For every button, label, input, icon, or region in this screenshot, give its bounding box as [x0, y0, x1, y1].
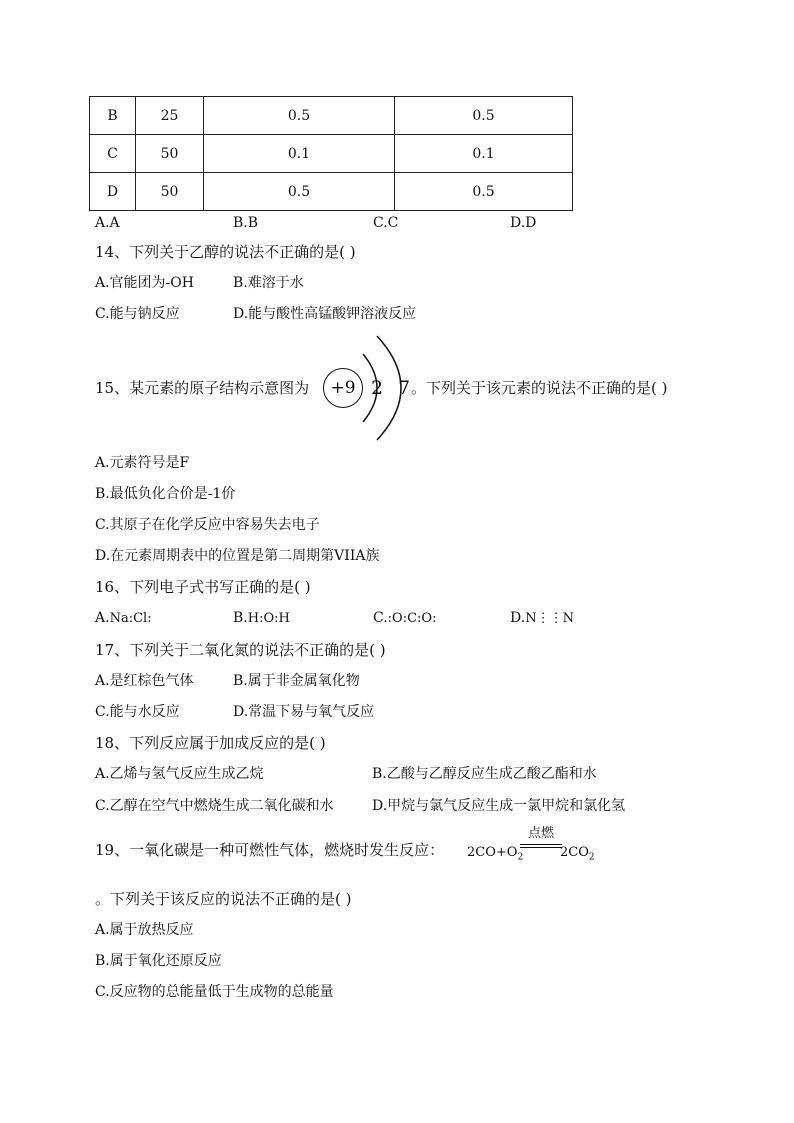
arrow-line-bottom [520, 847, 562, 848]
equation-left [467, 843, 523, 868]
equation-right [560, 843, 595, 868]
reaction-condition [520, 826, 562, 848]
electron-formula: N⋮⋮N [525, 611, 574, 626]
q15-choice-a: A.元素符号是F [95, 455, 190, 471]
table-row [90, 97, 573, 135]
q15-stem-after: 。下列关于该元素的说法不正确的是( ) [411, 379, 668, 397]
q19-stem: 19、一氧化碳是一种可燃性气体，燃烧时发生反应： [95, 841, 445, 859]
q18-stem: 18、下列反应属于加成反应的是( ) [95, 734, 326, 752]
q14-choice-d: D.能与酸性高锰酸钾溶液反应 [233, 306, 417, 322]
q14-stem: 14、下列关于乙醇的说法不正确的是( ) [95, 243, 356, 261]
subscript: 2 [517, 852, 524, 863]
table-row [90, 135, 573, 173]
q14-choice-a: A.官能团为-OH [95, 275, 194, 291]
choice-label: D. [510, 610, 526, 626]
q13-choice-b: B.B [233, 215, 259, 231]
products: 2CO [560, 845, 589, 860]
shell-2-electrons: 7 [398, 377, 411, 399]
electron-formula: H:O:H [247, 611, 290, 626]
table-row [90, 173, 573, 211]
q18-choice-a: A.乙烯与氢气反应生成乙烷 [95, 766, 264, 782]
choice-label: C. [373, 610, 388, 626]
electron-formula: :O:C:O: [387, 611, 437, 626]
table-cell: 0.1 [395, 135, 573, 173]
q17-choice-c: C.能与水反应 [95, 704, 180, 720]
q18-choice-c: C.乙醇在空气中燃烧生成二氧化碳和水 [95, 798, 334, 814]
q17-choice-b: B.属于非金属氧化物 [233, 673, 360, 689]
q19-choice-a: A.属于放热反应 [95, 922, 194, 938]
q16-stem: 16、下列电子式书写正确的是( ) [95, 578, 311, 596]
electron-formula: Na:Cl: [109, 611, 152, 626]
q14-choice-c: C.能与钠反应 [95, 306, 180, 322]
q13-choice-d: D.D [510, 215, 537, 231]
q15-stem-before: 15、某元素的原子结构示意图为 [95, 379, 310, 397]
q13-choice-a: A.A [95, 215, 120, 231]
table-cell: 0.5 [204, 97, 395, 135]
table-cell: 50 [136, 173, 204, 211]
q16-choice-b [233, 608, 290, 629]
shell-1-electrons: 2 [371, 377, 384, 399]
q18-choice-d: D.甲烷与氯气反应生成一氯甲烷和氯化氢 [372, 798, 626, 814]
arrow-line-top [520, 844, 562, 845]
table-cell: 0.1 [204, 135, 395, 173]
q17-stem: 17、下列关于二氧化氮的说法不正确的是( ) [95, 641, 386, 659]
subscript: 2 [588, 852, 595, 863]
table-cell: 0.5 [395, 173, 573, 211]
q19-choice-b: B.属于氧化还原反应 [95, 953, 222, 969]
choice-label: B. [233, 610, 248, 626]
table-cell: 0.5 [395, 97, 573, 135]
table-cell: D [90, 173, 136, 211]
q13-choice-c: C.C [373, 215, 399, 231]
q14-choice-b: B.难溶于水 [233, 275, 304, 291]
nucleus-circle: +9 [323, 368, 363, 408]
options-table [89, 96, 573, 211]
choice-label: A. [95, 610, 110, 626]
q17-choice-d: D.常温下易与氧气反应 [233, 704, 375, 720]
condition-text: 点燃 [527, 826, 554, 841]
table-cell: C [90, 135, 136, 173]
table-cell: 50 [136, 135, 204, 173]
table-cell: 25 [136, 97, 204, 135]
q19-choice-c: C.反应物的总能量低于生成物的总能量 [95, 984, 334, 1000]
table-cell: B [90, 97, 136, 135]
q15-choice-b: B.最低负化合价是-1价 [95, 486, 236, 502]
q16-choice-d [510, 608, 574, 629]
shell-1-arc [363, 354, 377, 422]
reactants: 2CO+O [467, 845, 518, 860]
q16-choice-a [95, 608, 152, 629]
q15-choice-d: D.在元素周期表中的位置是第二周期第VIIA族 [95, 548, 380, 564]
table-cell: 0.5 [204, 173, 395, 211]
q19-stem-cont: 。下列关于该反应的说法不正确的是( ) [95, 890, 352, 908]
shell-2-arc [377, 336, 401, 440]
q15-choice-c: C.其原子在化学反应中容易失去电子 [95, 517, 320, 533]
q17-choice-a: A.是红棕色气体 [95, 673, 194, 689]
q18-choice-b: B.乙酸与乙醇反应生成乙酸乙酯和水 [372, 766, 597, 782]
q16-choice-c [373, 608, 436, 629]
